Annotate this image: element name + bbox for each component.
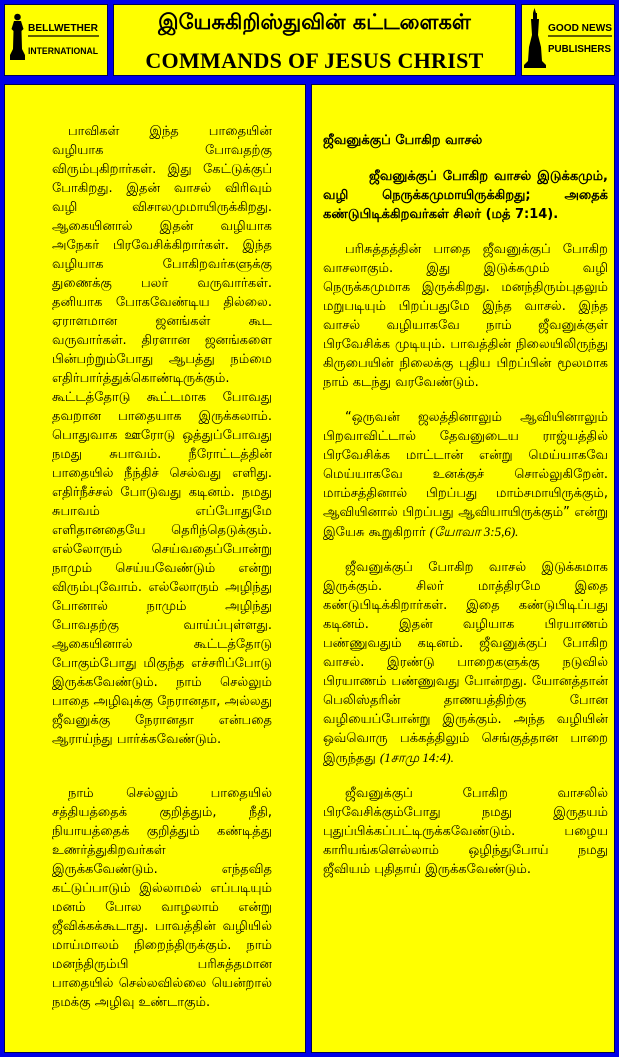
right-paragraph-3-reference: (1சாமு 14:4).	[379, 750, 454, 765]
title-banner	[113, 4, 516, 76]
right-paragraph-3-text: ஜீவனுக்குப் போகிற வாசல் இடுக்கமாக இருக்கும். சிலர் மாத்திரமே இதை கண்டுபிடிக்கிறார்கள். இதை கண்டுபிடிப்பது கடினம். இதன் வழியாக பிரயாணம் பண்ணுவதும் கடினம். ஜீவனுக்குப் போகிற வாசல். இரண்டு பாறைகளுக்கு நடுவில் பிரயாணம் பண்ணுவது போன்றது. யோனத்தான் பெலிஸ்தரின் தாணயத்திற்கு போன வழியைப்போன்று இருக்கும். அந்த வழியின் ஒவ்வொரு பக்கத்திலும் செங்குத்தான பாறை இருந்தது	[323, 560, 608, 766]
section-heading: ஜீவனுக்குப் போகிற வாசல்	[323, 133, 483, 148]
right-paragraph-4: ஜீவனுக்குப் போகிற வாசலில் பிரவேசிக்கும்போது நமது இருதயம் புதுப்பிக்கப்பட்டிருக்கவேண்டும். பழைய காரியங்களெல்லாம் ஒழிந்துபோய் நமது ஜீவியம் புதிதாய் இருக்கவேண்டும்.	[323, 786, 608, 877]
bellwether-logo-line1: BELLWETHER	[28, 23, 99, 34]
bellwether-logo-line2: INTERNATIONAL	[28, 46, 99, 56]
right-paragraph-3	[323, 558, 608, 768]
good-news-logo-line2: PUBLISHERS	[548, 44, 612, 55]
right-paragraph-1: பரிசுத்தத்தின் பாதை ஜீவனுக்குப் போகிற வாசலாகும். இது இடுக்கமும் வழி நெருக்கமுமாக இருக்கிறது. மனந்திரும்புதலும் மறுபடியும் பிறப்பதுமே இந்த வாசல். இந்த வாசல் வழியாகவே நாம் ஜீவனுக்குள் பிரவேசிக்க முடியும். பாவத்தின் நிலையிலிருந்து கிருபையின் நிலைக்கு புதிய பிறப்பின் மூலமாக நாம் கடந்து வரவேண்டும்.	[323, 242, 608, 390]
left-paragraph-2: நாம் செல்லும் பாதையில் சத்தியத்தைக் குறித்தும், நீதி, நியாயத்தைக் குறித்தும் கண்டித்து உணர்த்துகிறவர்கள் இருக்கவேண்டும். எந்தவித கட்டுப்பாடும் இல்லாமல் எப்படியும் மனம் போல வாழலாம் என்று ஜீவிக்கக்கூடாது. பாவத்தின் வழியில் மாய்மாலம் நிறைந்திருக்கும். நாம் மனந்திரும்பி பரிசுத்தமான பாதையில் செல்லவில்லை யென்றால் நமக்கு அழிவு உண்டாகும்.	[52, 786, 272, 1010]
right-column-text	[323, 131, 608, 879]
good-news-logo-graphic	[522, 5, 614, 75]
bellwether-logo-graphic	[5, 5, 107, 75]
bellwether-figure-icon	[10, 14, 25, 60]
left-column-text	[52, 122, 272, 1012]
left-paragraph-1: பாவிகள் இந்த பாதையின் வழியாக போவதற்கு விரும்புகிறார்கள். இது கேட்டுக்குப் போகிறது. இதன் வாசல் விரிவும் வழி விசாலமுமாயிருக்கிறது. ஆகையினால் இதன் வழியாக அநேகர் பிரவேசிக்கிறார்கள். இந்த வழியாக போகிறவர்களுக்கு துணைக்கு பலர் வருவார்கள். தனியாக போகவேண்டிய தில்லை. ஏராளமான ஜனங்கள் கூட வருவார்கள். திரளான ஜனங்களை பின்பற்றும்போது ஆபத்து நம்மை எதிர்பார்த்துக்கொண்டிருக்கும். கூட்டத்தோடு கூட்டமாக போவது தவறான பாதையாக இருக்கலாம். பொதுவாக ஊரோடு ஒத்துப்போவது நமது சுபாவம். நீரோட்டத்தின் பாதையில் நீந்திச் செல்வது எளிது. எதிர்நீச்சல் போடுவது கடினம். நமது சுபாவம் எப்போதுமே எளிதானதையே தெரிந்தெடுக்கும். எல்லோரும் செய்வதைப்போன்று நாமும் செய்யவேண்டும் என்று விரும்புவோம். எல்லோரும் அழிந்து போனால் நாமும் அழிந்து போவதற்கு வாய்ப்புள்ளது. ஆகையினால் கூட்டத்தோடு போகும்போது மிகுந்த எச்சரிப்போடு இருக்கவேண்டும். நாம் செல்லும் பாதை அழிவுக்கு நேரானதா, அல்லது ஜீவனுக்கு நேரானதா என்பதை ஆராய்ந்து பார்க்கவேண்டும்.	[52, 124, 272, 747]
scripture-verse: ஜீவனுக்குப் போகிற வாசல் இடுக்கமும், வழி நெருக்கமுமாயிருக்கிறது; அதைக் கண்டுபிடிக்கிறவர்கள் சிலர் (மத் 7:14).	[323, 169, 608, 222]
title-english: COMMANDS OF JESUS CHRIST	[145, 48, 484, 73]
right-paragraph-2-reference: (யோவா 3:5,6).	[429, 524, 519, 539]
right-paragraph-2	[323, 408, 608, 542]
bellwether-logo	[4, 4, 108, 76]
tower-icon	[524, 8, 546, 68]
good-news-logo-line1: GOOD NEWS	[548, 23, 613, 34]
good-news-publishers-logo	[521, 4, 615, 76]
right-paragraph-2-text: “ஒருவன் ஜலத்தினாலும் ஆவியினாலும் பிறவாவிட்டால் தேவனுடைய ராஜ்யத்தில் பிரவேசிக்க மாட்டான் என்று மெய்யாகவே மெய்யாகவே உனக்குச் சொல்லுகிறேன். மாம்சத்தினால் பிறப்பது மாம்சமாயிருக்கும், ஆவியினால் பிறப்பது ஆவியாயிருக்கும்” என்று இயேசு கூறுகிறார்	[323, 410, 608, 540]
left-column	[4, 84, 306, 1053]
title-tamil: இயேசுகிறிஸ்துவின் கட்டளைகள்	[158, 10, 471, 34]
right-column	[311, 84, 615, 1053]
